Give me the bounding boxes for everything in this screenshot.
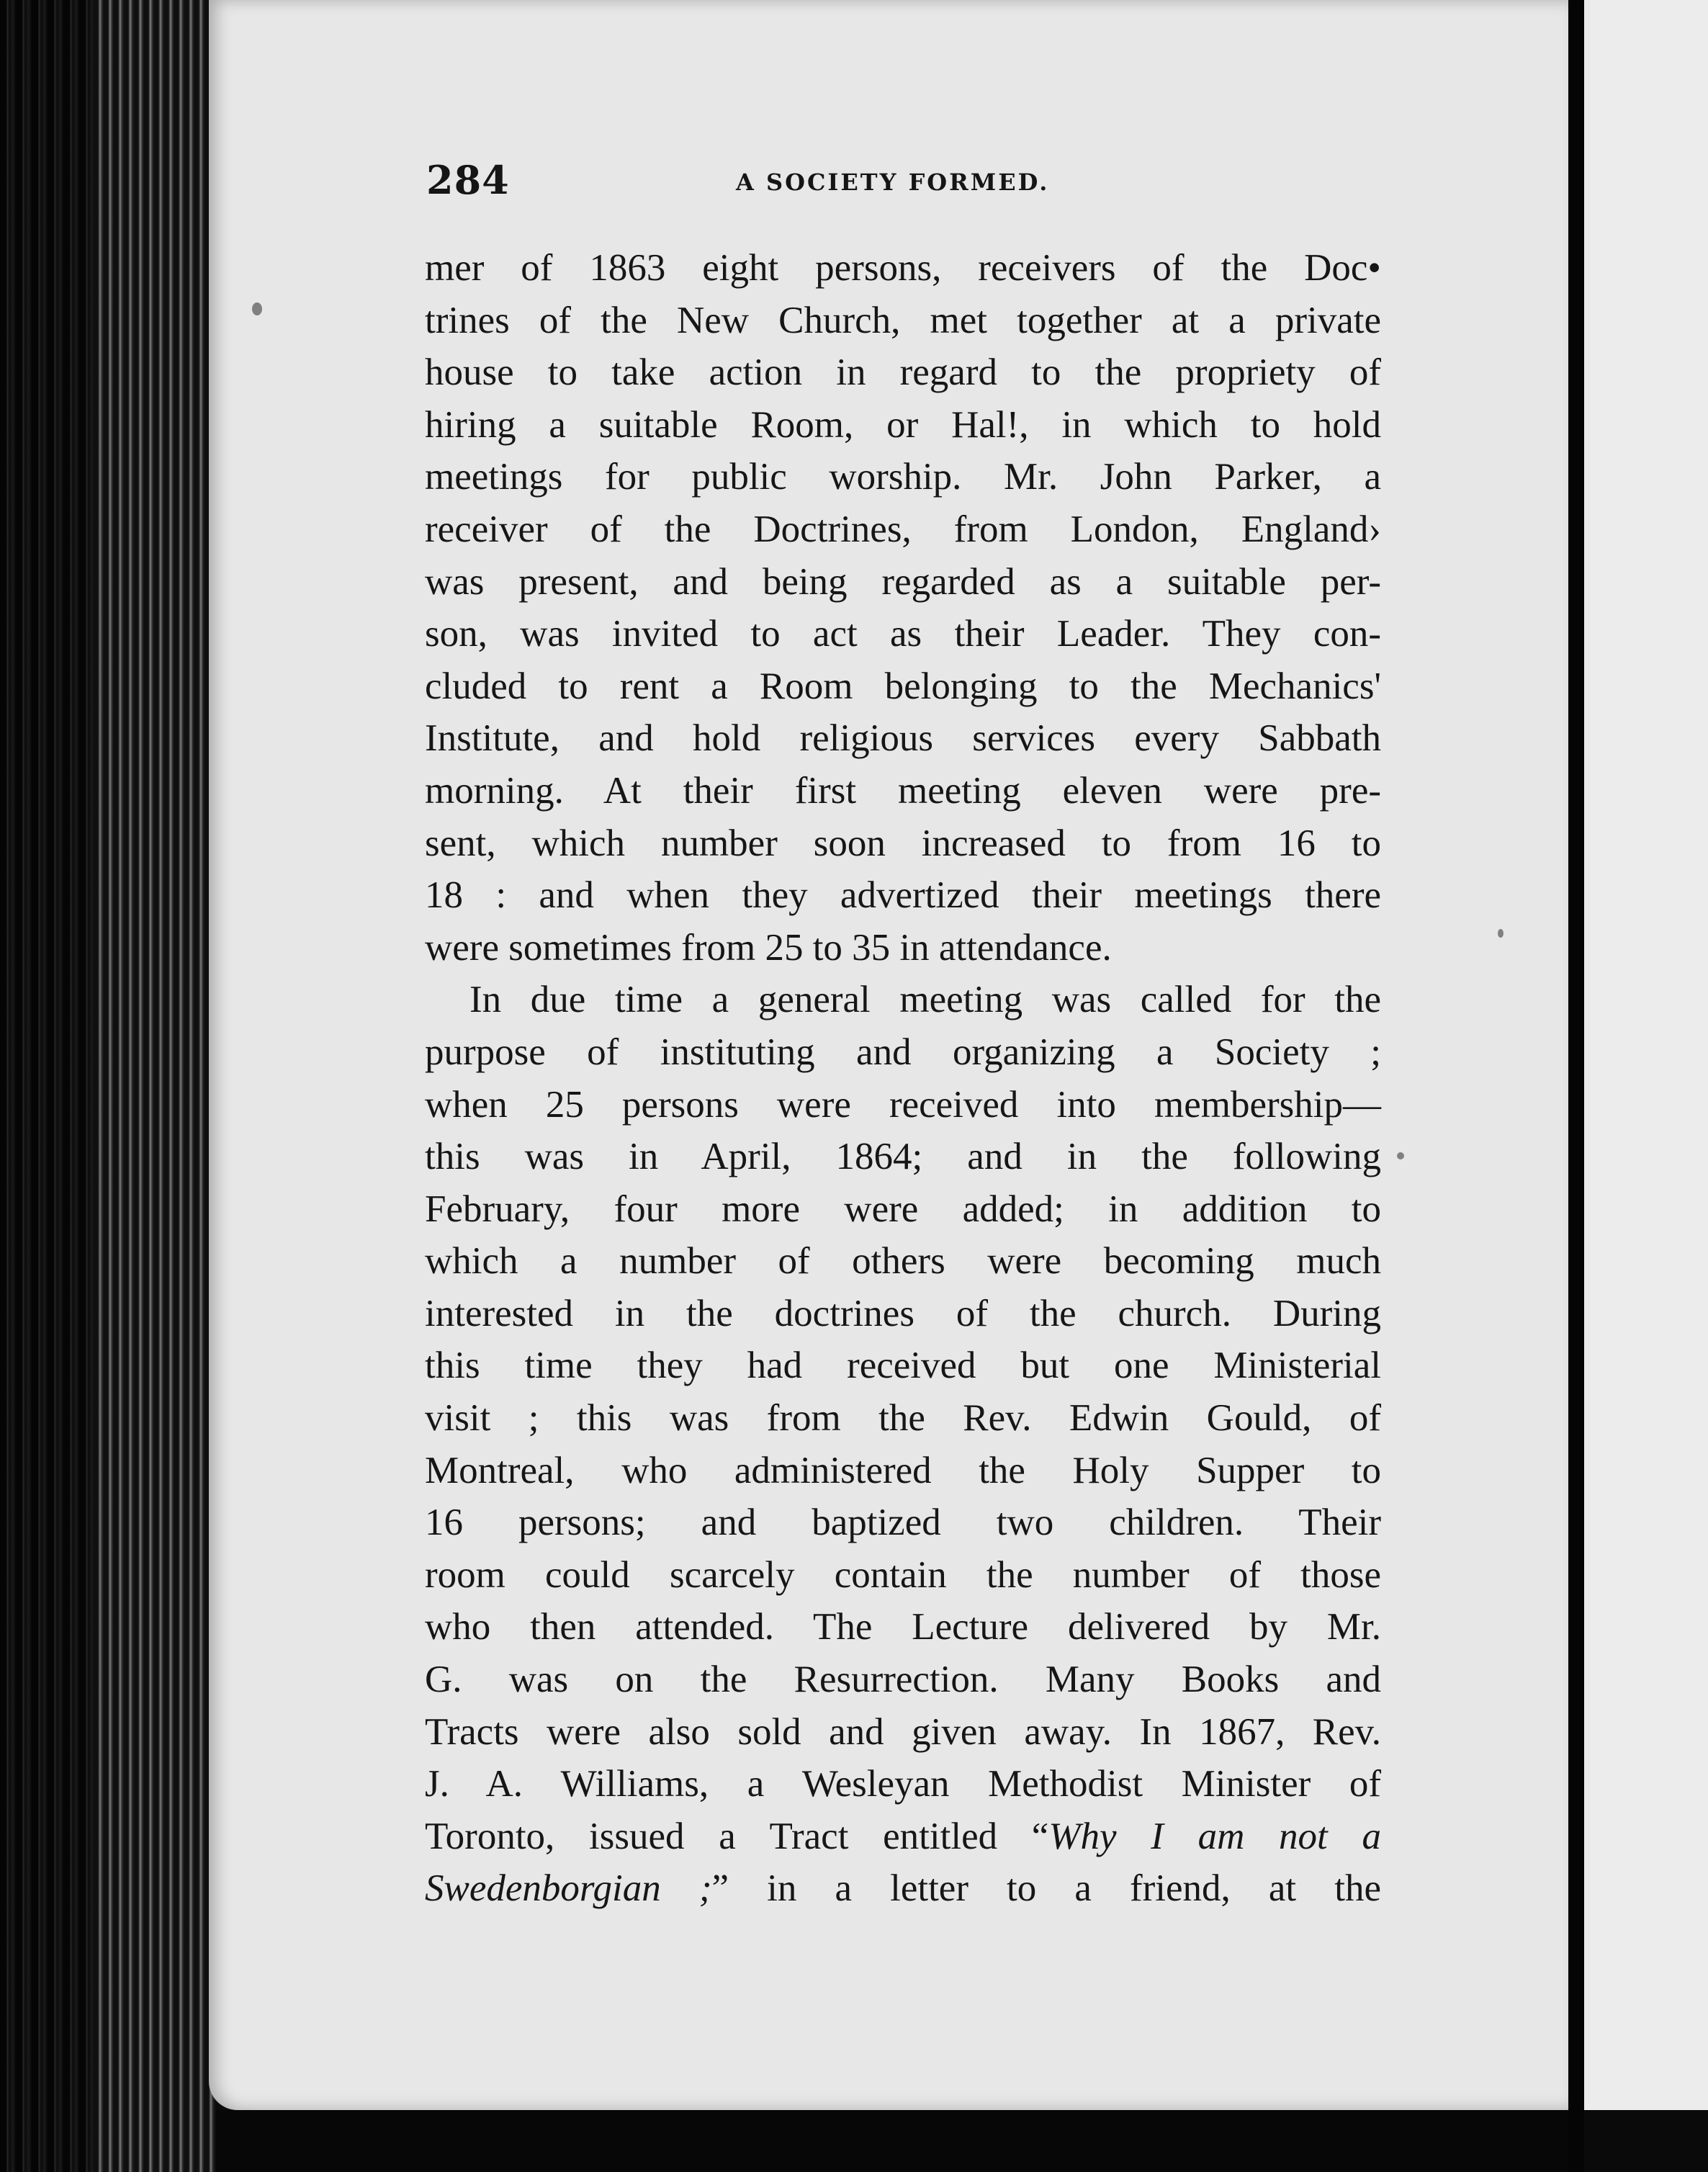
text-line: room could scarcely contain the number of those — [425, 1553, 1381, 1596]
adjacent-page-edge — [1584, 0, 1708, 2110]
text-line: which a number of others were becoming much — [425, 1240, 1381, 1283]
page-edge-highlights — [94, 0, 216, 2172]
scan-speck — [1498, 929, 1504, 938]
text-line: visit ; this was from the Rev. Edwin Gould, of — [425, 1397, 1381, 1440]
text-line: 16 persons; and baptized two children. Their — [425, 1502, 1381, 1544]
text-line: G. was on the Resurrection. Many Books and — [425, 1659, 1381, 1701]
text-line: cluded to rent a Room belonging to the Mechanics' — [425, 665, 1381, 707]
text-line: who then attended. The Lecture delivered by Mr. — [425, 1606, 1381, 1648]
running-title: A SOCIETY FORMED. — [736, 169, 1050, 196]
text-line: J. A. Williams, a Wesleyan Methodist Minister of — [425, 1763, 1381, 1805]
text-line: when 25 persons were received into membership— — [425, 1083, 1381, 1126]
text-line: purpose of instituting and organizing a Society ; — [425, 1031, 1381, 1073]
text-line: receiver of the Doctrines, from London, England› — [425, 508, 1381, 550]
text-line: hiring a suitable Room, or Hal!, in which to hold — [425, 403, 1381, 446]
italic-title-run: Swedenborgian ; — [425, 1867, 712, 1910]
scan-speck — [252, 302, 262, 315]
text-line: sent, which number soon increased to from 16 to — [425, 822, 1381, 864]
adjacent-page-bottom-shadow — [1584, 2110, 1708, 2172]
text-line: meetings for public worship. Mr. John Parker, a — [425, 456, 1381, 498]
page-number: 284 — [426, 157, 510, 203]
text-line: son, was invited to act as their Leader. They con- — [425, 613, 1381, 655]
text-line: February, four more were added; in addition to — [425, 1188, 1381, 1230]
running-head — [426, 157, 1377, 215]
page-bottom-shadow — [216, 2110, 1570, 2172]
text-run: ” in a letter to a friend, at the — [711, 1867, 1381, 1910]
italic-title-run: Why I am not a — [1048, 1815, 1381, 1857]
scan-speck — [1397, 1152, 1404, 1159]
text-line: mer of 1863 eight persons, receivers of the Doc• — [425, 247, 1381, 289]
text-line: morning. At their first meeting eleven were pre- — [425, 769, 1381, 812]
text-line: this time they had received but one Ministerial — [425, 1345, 1381, 1387]
page-edge-stack — [0, 0, 216, 2172]
text-line: interested in the doctrines of the church. During — [425, 1292, 1381, 1334]
text-line: were sometimes from 25 to 35 in attendance. — [425, 926, 1112, 969]
text-line: Tracts were also sold and given away. In 1867, Rev. — [425, 1710, 1381, 1753]
text-line: Institute, and hold religious services every Sabbath — [425, 717, 1381, 760]
gutter-shadow — [1568, 0, 1584, 2172]
text-line: In due time a general meeting was called for the — [469, 979, 1381, 1021]
text-line: was present, and being regarded as a suitable per- — [425, 560, 1381, 603]
body-text — [425, 242, 1381, 1915]
text-line: Montreal, who administered the Holy Supper to — [425, 1449, 1381, 1491]
text-line — [425, 1862, 1381, 1915]
text-line: this was in April, 1864; and in the following — [425, 1136, 1381, 1178]
text-line: 18 : and when they advertized their meetings there — [425, 874, 1381, 917]
text-line — [425, 1810, 1381, 1863]
text-line: trines of the New Church, met together at a private — [425, 299, 1381, 341]
text-line: house to take action in regard to the propriety of — [425, 351, 1381, 394]
text-run: Toronto, issued a Tract entitled “ — [425, 1815, 1049, 1857]
